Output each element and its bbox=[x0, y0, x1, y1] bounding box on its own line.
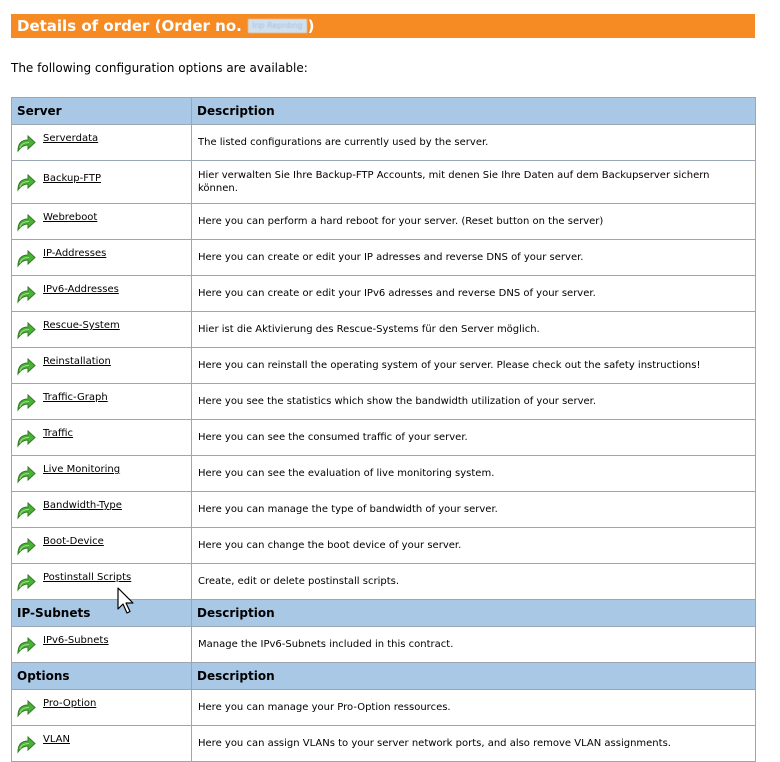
link-traffic-graph[interactable]: Traffic-Graph bbox=[43, 392, 108, 403]
page-header bbox=[11, 14, 755, 38]
table-row bbox=[12, 348, 756, 384]
table-row bbox=[12, 627, 756, 663]
link-rescue-system[interactable]: Rescue-System bbox=[43, 320, 120, 331]
page-title-prefix: Details of order (Order no. bbox=[17, 17, 248, 35]
description-vlan: Here you can assign VLANs to your server network ports, and also remove VLAN assignments. bbox=[192, 726, 756, 762]
green-arrow-icon[interactable] bbox=[15, 635, 37, 655]
link-serverdata[interactable]: Serverdata bbox=[43, 133, 99, 144]
table-row bbox=[12, 312, 756, 348]
green-arrow-icon[interactable] bbox=[15, 356, 37, 376]
description-bandwidth-type: Here you can manage the type of bandwidth of your server. bbox=[192, 492, 756, 528]
green-arrow-icon[interactable] bbox=[15, 248, 37, 268]
description-header: Description bbox=[192, 663, 756, 690]
description-traffic-graph: Here you see the statistics which show the bandwidth utilization of your server. bbox=[192, 384, 756, 420]
green-arrow-icon[interactable] bbox=[15, 320, 37, 340]
table-row bbox=[12, 456, 756, 492]
table-row bbox=[12, 161, 756, 204]
configuration-table bbox=[11, 97, 756, 762]
description-webreboot: Here you can perform a hard reboot for your server. (Reset button on the server) bbox=[192, 204, 756, 240]
intro-text: The following configuration options are available: bbox=[11, 61, 308, 75]
description-ipv6-addresses: Here you can create or edit your IPv6 adresses and reverse DNS of your server. bbox=[192, 276, 756, 312]
green-arrow-icon[interactable] bbox=[15, 536, 37, 556]
description-ipv6-subnets: Manage the IPv6-Subnets included in this contract. bbox=[192, 627, 756, 663]
order-number-redacted: Inp Repnbng bbox=[248, 19, 307, 33]
description-serverdata: The listed configurations are currently used by the server. bbox=[192, 125, 756, 161]
link-traffic[interactable]: Traffic bbox=[43, 428, 74, 439]
page-title-suffix: ) bbox=[307, 17, 315, 35]
link-boot-device[interactable]: Boot-Device bbox=[43, 536, 104, 547]
link-cell bbox=[12, 627, 192, 663]
table-row bbox=[12, 240, 756, 276]
link-cell bbox=[12, 528, 192, 564]
table-row bbox=[12, 204, 756, 240]
table-row bbox=[12, 276, 756, 312]
link-cell bbox=[12, 161, 192, 204]
green-arrow-icon[interactable] bbox=[15, 172, 37, 192]
link-webreboot[interactable]: Webreboot bbox=[43, 212, 98, 223]
green-arrow-icon[interactable] bbox=[15, 698, 37, 718]
section-title: Options bbox=[12, 663, 192, 690]
table-row bbox=[12, 420, 756, 456]
link-cell bbox=[12, 125, 192, 161]
link-ip-addresses[interactable]: IP-Addresses bbox=[43, 248, 107, 259]
table-row bbox=[12, 492, 756, 528]
link-ipv6-addresses[interactable]: IPv6-Addresses bbox=[43, 284, 119, 295]
link-cell bbox=[12, 276, 192, 312]
description-boot-device: Here you can change the boot device of your server. bbox=[192, 528, 756, 564]
link-cell bbox=[12, 564, 192, 600]
link-live-monitoring[interactable]: Live Monitoring bbox=[43, 464, 121, 475]
description-traffic: Here you can see the consumed traffic of your server. bbox=[192, 420, 756, 456]
link-cell bbox=[12, 312, 192, 348]
link-cell bbox=[12, 492, 192, 528]
description-header: Description bbox=[192, 600, 756, 627]
link-cell bbox=[12, 204, 192, 240]
section-title: Server bbox=[12, 98, 192, 125]
link-vlan[interactable]: VLAN bbox=[43, 734, 70, 745]
section-header-server bbox=[12, 98, 756, 125]
link-bandwidth-type[interactable]: Bandwidth-Type bbox=[43, 500, 122, 511]
link-reinstallation[interactable]: Reinstallation bbox=[43, 356, 111, 367]
section-header-ip-subnets bbox=[12, 600, 756, 627]
green-arrow-icon[interactable] bbox=[15, 133, 37, 153]
link-cell bbox=[12, 240, 192, 276]
description-pro-option: Here you can manage your Pro-Option ressources. bbox=[192, 690, 756, 726]
description-reinstallation: Here you can reinstall the operating system of your server. Please check out the safety instructions! bbox=[192, 348, 756, 384]
green-arrow-icon[interactable] bbox=[15, 572, 37, 592]
table-row bbox=[12, 726, 756, 762]
description-header: Description bbox=[192, 98, 756, 125]
link-pro-option[interactable]: Pro-Option bbox=[43, 698, 97, 709]
green-arrow-icon[interactable] bbox=[15, 212, 37, 232]
link-cell bbox=[12, 456, 192, 492]
table-row bbox=[12, 384, 756, 420]
description-live-monitoring: Here you can see the evaluation of live monitoring system. bbox=[192, 456, 756, 492]
link-cell bbox=[12, 420, 192, 456]
table-row bbox=[12, 564, 756, 600]
link-cell bbox=[12, 348, 192, 384]
green-arrow-icon[interactable] bbox=[15, 428, 37, 448]
green-arrow-icon[interactable] bbox=[15, 284, 37, 304]
description-ip-addresses: Here you can create or edit your IP adresses and reverse DNS of your server. bbox=[192, 240, 756, 276]
description-backup-ftp: Hier verwalten Sie Ihre Backup-FTP Accounts, mit denen Sie Ihre Daten auf dem Backupserver sichern können. bbox=[192, 161, 756, 204]
link-backup-ftp[interactable]: Backup-FTP bbox=[43, 172, 101, 184]
green-arrow-icon[interactable] bbox=[15, 392, 37, 412]
green-arrow-icon[interactable] bbox=[15, 500, 37, 520]
link-cell bbox=[12, 726, 192, 762]
link-postinstall-scripts[interactable]: Postinstall Scripts bbox=[43, 572, 132, 583]
green-arrow-icon[interactable] bbox=[15, 734, 37, 754]
table-row bbox=[12, 125, 756, 161]
section-header-options bbox=[12, 663, 756, 690]
table-row bbox=[12, 690, 756, 726]
link-cell bbox=[12, 384, 192, 420]
green-arrow-icon[interactable] bbox=[15, 464, 37, 484]
section-title: IP-Subnets bbox=[12, 600, 192, 627]
link-ipv6-subnets[interactable]: IPv6-Subnets bbox=[43, 635, 109, 646]
description-rescue-system: Hier ist die Aktivierung des Rescue-Systems für den Server möglich. bbox=[192, 312, 756, 348]
table-row bbox=[12, 528, 756, 564]
description-postinstall-scripts: Create, edit or delete postinstall scripts. bbox=[192, 564, 756, 600]
link-cell bbox=[12, 690, 192, 726]
